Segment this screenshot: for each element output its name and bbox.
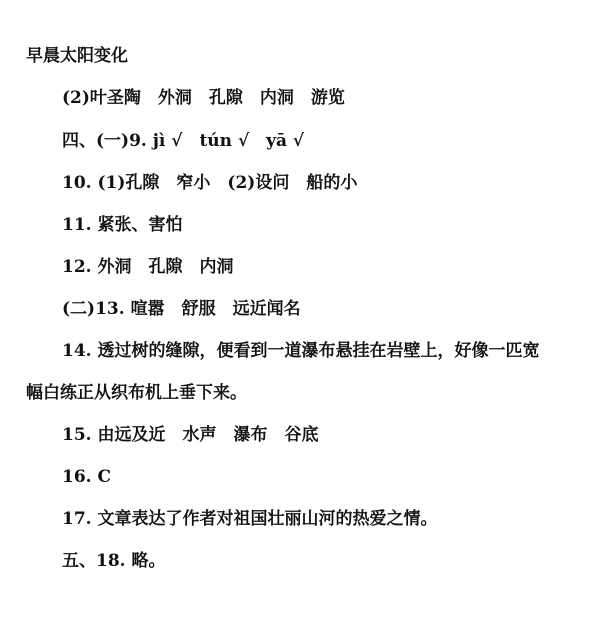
answer-line-8: 14. 透过树的缝隙，便看到一道瀑布悬挂在岩壁上，好像一匹宽 [62,341,540,361]
answer-line-9: 幅白练正从织布机上垂下来。 [26,383,247,403]
answer-line-2: (2)叶圣陶 外洞 孔隙 内洞 游览 [62,88,345,108]
answer-line-10: 15. 由远及近 水声 瀑布 谷底 [62,425,319,445]
answer-line-3: 四、(一)9. jì √ tún √ yā √ [62,131,305,151]
answer-line-13: 五、18. 略。 [62,551,166,571]
answer-line-12: 17. 文章表达了作者对祖国壮丽山河的热爱之情。 [62,509,438,529]
answer-line-1: 早晨太阳变化 [26,46,128,66]
answer-line-4: 10. (1)孔隙 窄小 (2)设问 船的小 [62,173,358,193]
answer-line-5: 11. 紧张、害怕 [62,215,183,235]
answer-line-7: (二)13. 喧嚣 舒服 远近闻名 [62,299,301,319]
answer-line-6: 12. 外洞 孔隙 内洞 [62,257,234,277]
answer-line-11: 16. C [62,467,112,487]
